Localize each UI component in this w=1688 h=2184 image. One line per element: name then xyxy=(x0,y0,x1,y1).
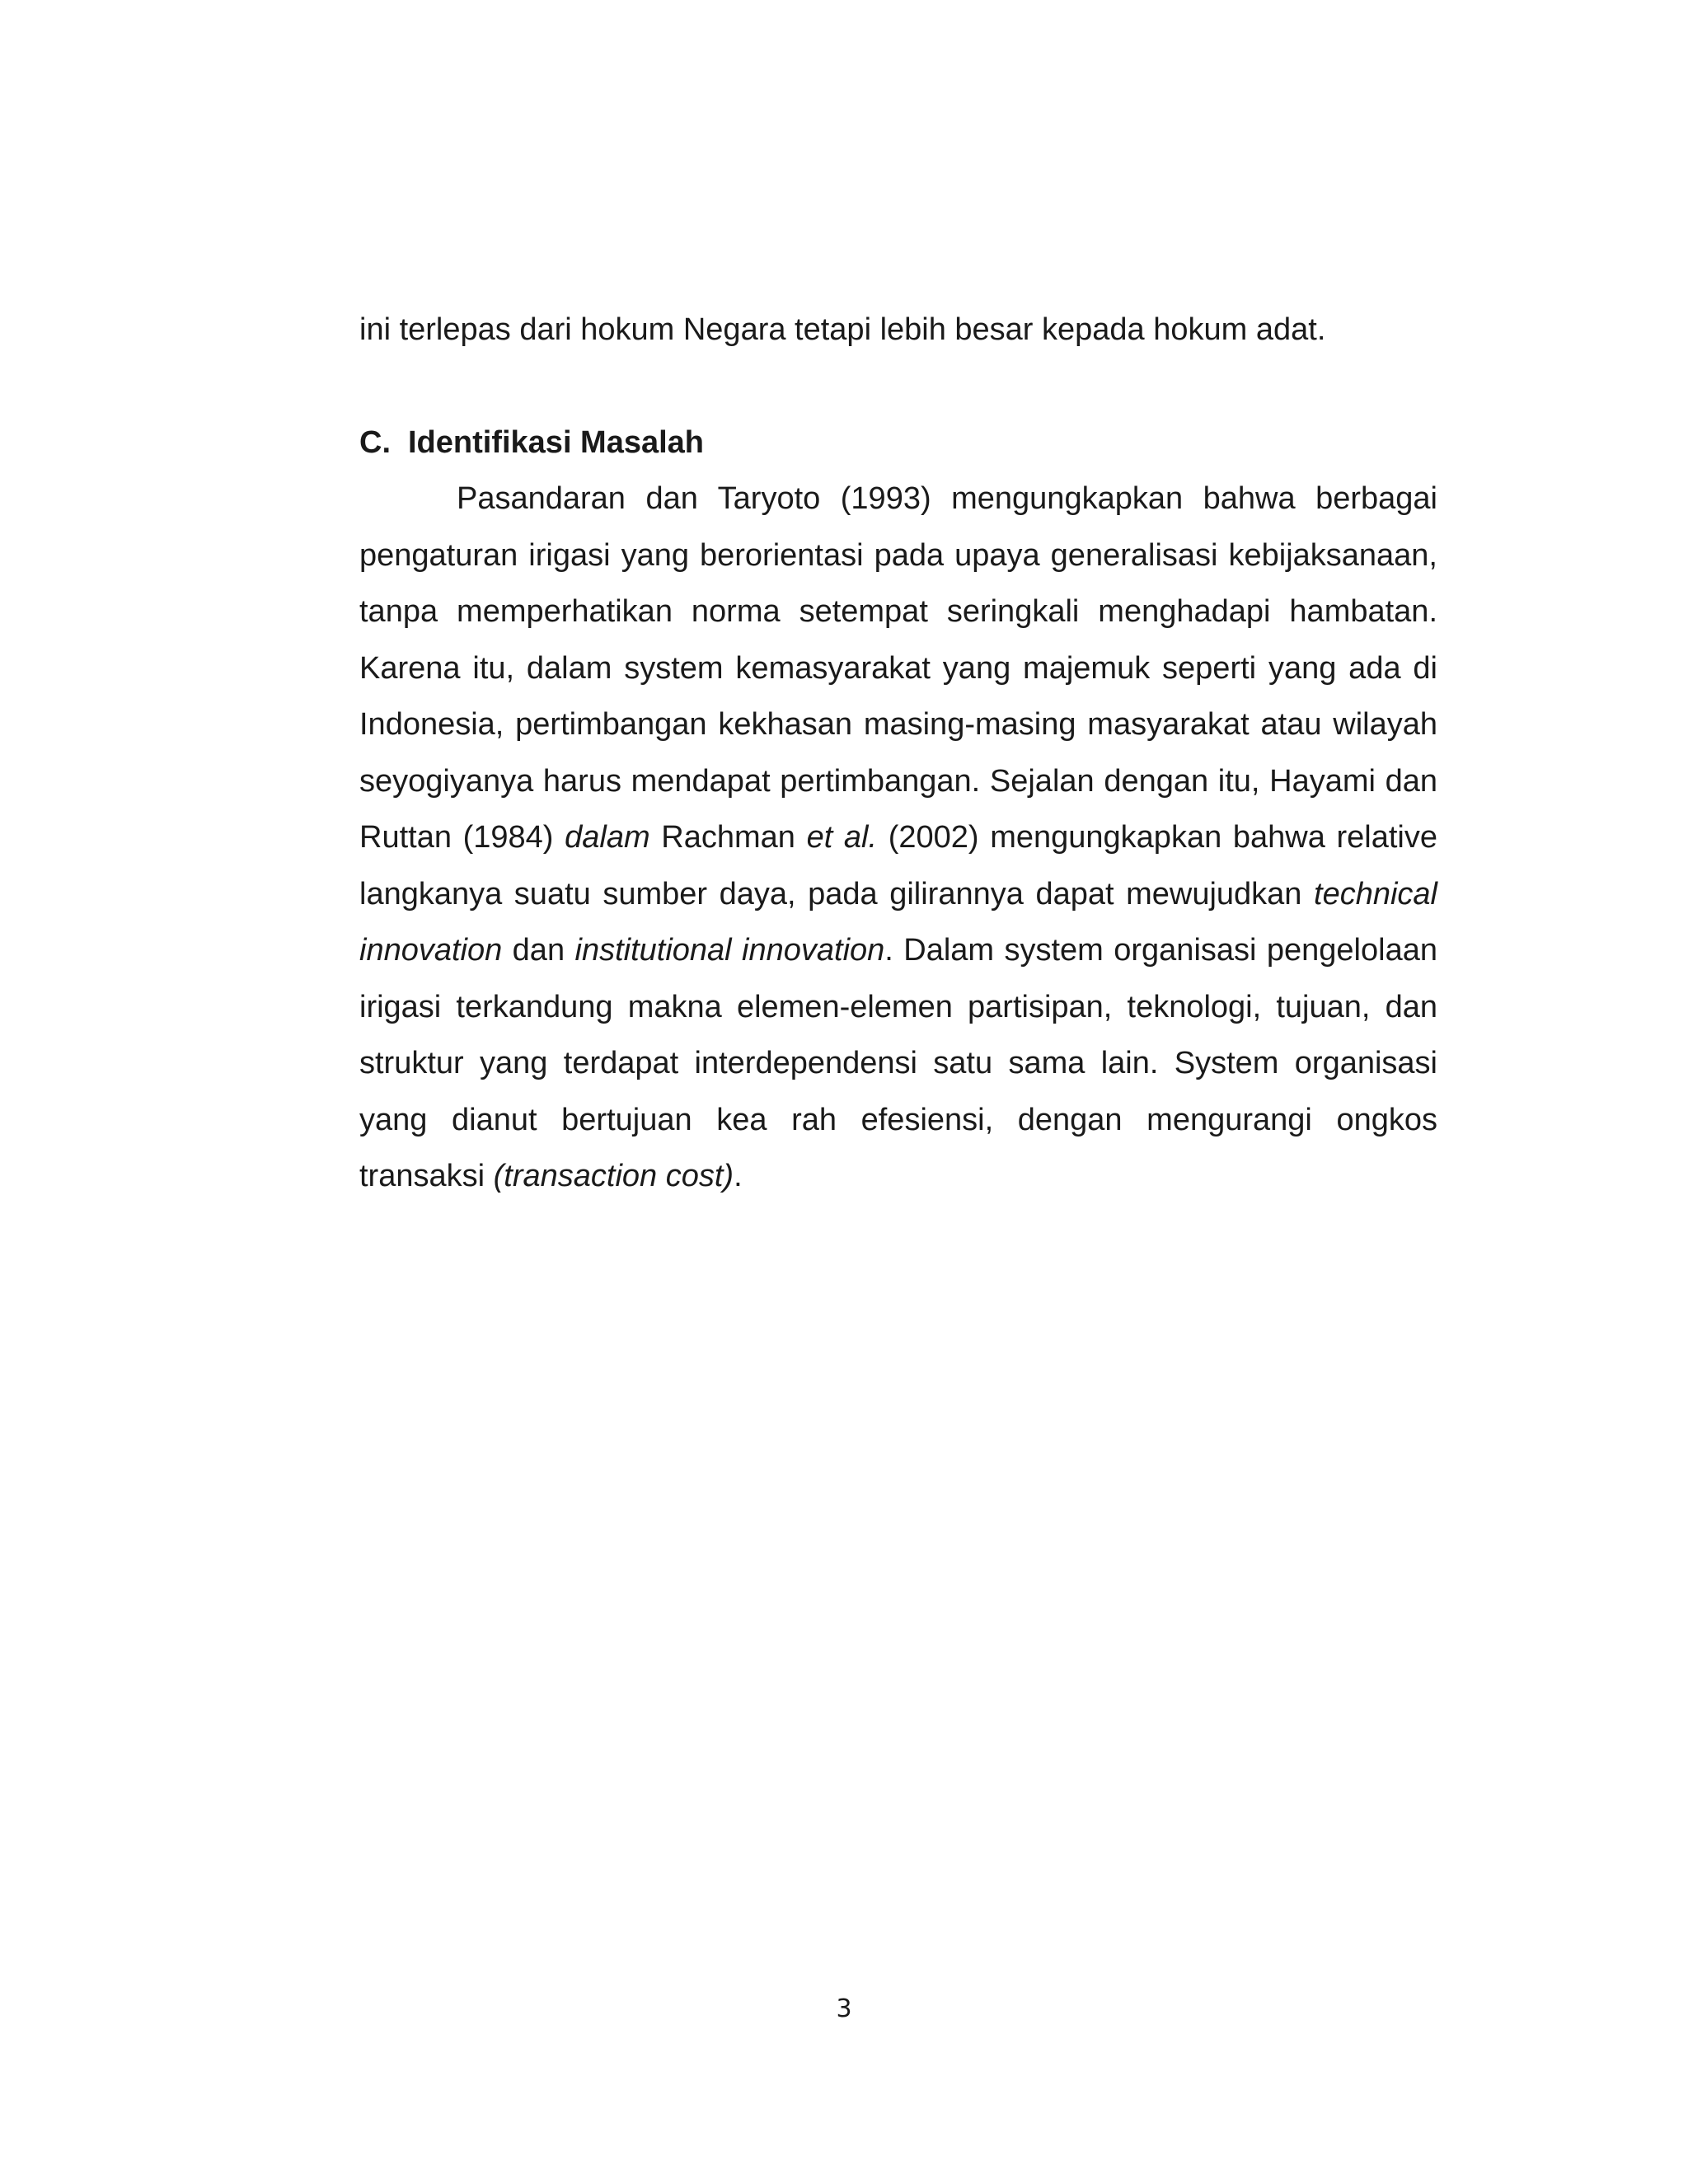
paragraph-text: . xyxy=(734,1159,743,1193)
paragraph-text: (2002) mengungkapkan bahwa relative langkanya suatu sumber daya, pada gilirannya dapat mewujudkan xyxy=(359,820,1438,912)
paragraph-text: Rachman xyxy=(649,820,807,855)
paragraph-text: Pasandaran dan Taryoto (1993) mengungkapkan bahwa berbagai pengaturan irigasi yang berorientasi pada upaya generalisasi kebijaksanaan, tanpa memperhatikan norma setempat seringkali menghadapi hambatan. Karena itu, dalam system kemasyarakat yang majemuk seperti yang ada di Indonesia, pertimbangan kekhasan masing-masing masyarakat atau wilayah seyogiyanya harus mendapat pertimbangan. Sejalan dengan itu, Hayami dan Ruttan (1984) xyxy=(359,481,1437,855)
paragraph-text: dan xyxy=(502,933,575,968)
italic-text: institutional innovation xyxy=(574,933,885,968)
section-letter: C. xyxy=(359,425,391,460)
italic-text: (transaction cost) xyxy=(493,1159,734,1193)
paragraph-text: . Dalam system organisasi pengelolaan irigasi terkandung makna elemen-elemen partisipan, teknologi, tujuan, dan struktur yang terdapat interdependensi satu sama lain. System organisasi yang dianut bertujuan kea rah efesiensi, dengan mengurangi ongkos transaksi xyxy=(359,933,1437,1193)
page-number: 3 xyxy=(836,1994,852,2023)
italic-text: et al. xyxy=(806,820,878,855)
italic-text: dalam xyxy=(565,820,650,855)
body-paragraph xyxy=(359,471,1437,1205)
section-heading xyxy=(359,415,704,471)
italic-text: technical innovation xyxy=(359,876,1437,968)
intro-line: ini terlepas dari hokum Negara tetapi lebih besar kepada hokum adat. xyxy=(359,312,1326,347)
section-title: Identifikasi Masalah xyxy=(408,425,705,460)
